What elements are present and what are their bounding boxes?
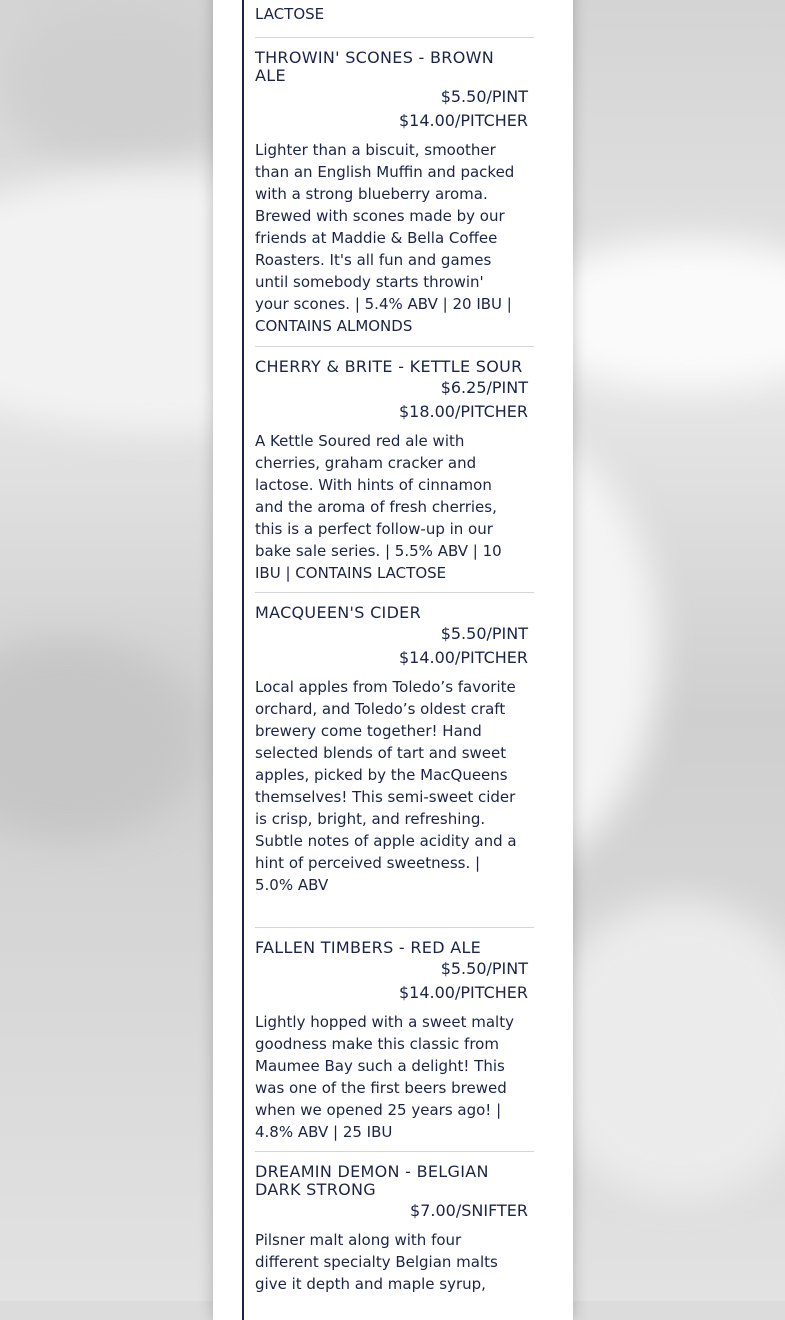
menu-panel bbox=[213, 0, 573, 1320]
price-pint: $5.50/PINT bbox=[440, 959, 528, 978]
beer-description: Lighter than a biscuit, smoother than an English Muffin and packed with a strong blueberry aroma. Brewed with scones made by our friends at Maddie & Bella Coffee Roasters. It's all fun and games until somebody starts throwin' your scones. | 5.4% ABV | 20 IBU | CONTAINS ALMONDS bbox=[255, 141, 515, 335]
beer-name: CHERRY & BRITE - KETTLE SOUR bbox=[255, 357, 523, 376]
price-pitcher: $14.00/PITCHER bbox=[398, 111, 528, 130]
beer-description: Lightly hopped with a sweet malty goodness make this classic from Maumee Bay such a delight! This was one of the first beers brewed when we opened 25 years ago! | 4.8% ABV | 25 IBU bbox=[255, 1013, 514, 1141]
item-divider bbox=[255, 37, 534, 38]
price-pint: $6.25/PINT bbox=[440, 378, 528, 397]
price-snifter: $7.00/SNIFTER bbox=[410, 1201, 528, 1220]
beer-item-cherry-brite bbox=[255, 358, 534, 584]
beer-name: MACQUEEN'S CIDER bbox=[255, 603, 422, 622]
beer-name: THROWIN' SCONES - BROWN ALE bbox=[255, 48, 494, 85]
item-divider bbox=[255, 1151, 534, 1152]
beer-description: Local apples from Toledo’s favorite orchard, and Toledo’s oldest craft brewery come together! Hand selected blends of tart and sweet apples, picked by the MacQueens themselves! This semi-sweet cider is crisp, bright, and refreshing. Subtle notes of apple acidity and a hint of perceived sweetness. | 5.0% ABV bbox=[255, 678, 517, 894]
beer-list bbox=[242, 0, 536, 1320]
beer-description: A Kettle Soured red ale with cherries, graham cracker and lactose. With hints of cinnamon and the aroma of fresh cherries, this is a perfect follow-up in our bake sale series. | 5.5% ABV | 10 IBU | CONTAINS LACTOSE bbox=[255, 432, 502, 582]
item-divider bbox=[255, 592, 534, 593]
beer-description: Pilsner malt along with four different specialty Belgian malts give it depth and maple syrup, bbox=[255, 1231, 498, 1293]
beer-item-dreamin-demon bbox=[255, 1163, 534, 1295]
price-pint: $5.50/PINT bbox=[440, 87, 528, 106]
price-pitcher: $14.00/PITCHER bbox=[398, 648, 528, 667]
beer-name: DREAMIN DEMON - BELGIAN DARK STRONG bbox=[255, 1162, 489, 1199]
item-divider bbox=[255, 346, 534, 347]
price-pint: $5.50/PINT bbox=[440, 624, 528, 643]
previous-item-description-tail: LACTOSE bbox=[255, 5, 325, 23]
beer-item-throwin-scones bbox=[255, 49, 534, 337]
beer-item-fallen-timbers bbox=[255, 939, 534, 1143]
beer-item-macqueens-cider bbox=[255, 604, 534, 896]
price-pitcher: $14.00/PITCHER bbox=[398, 983, 528, 1002]
item-divider bbox=[255, 927, 534, 928]
beer-name: FALLEN TIMBERS - RED ALE bbox=[255, 938, 482, 957]
price-pitcher: $18.00/PITCHER bbox=[398, 402, 528, 421]
